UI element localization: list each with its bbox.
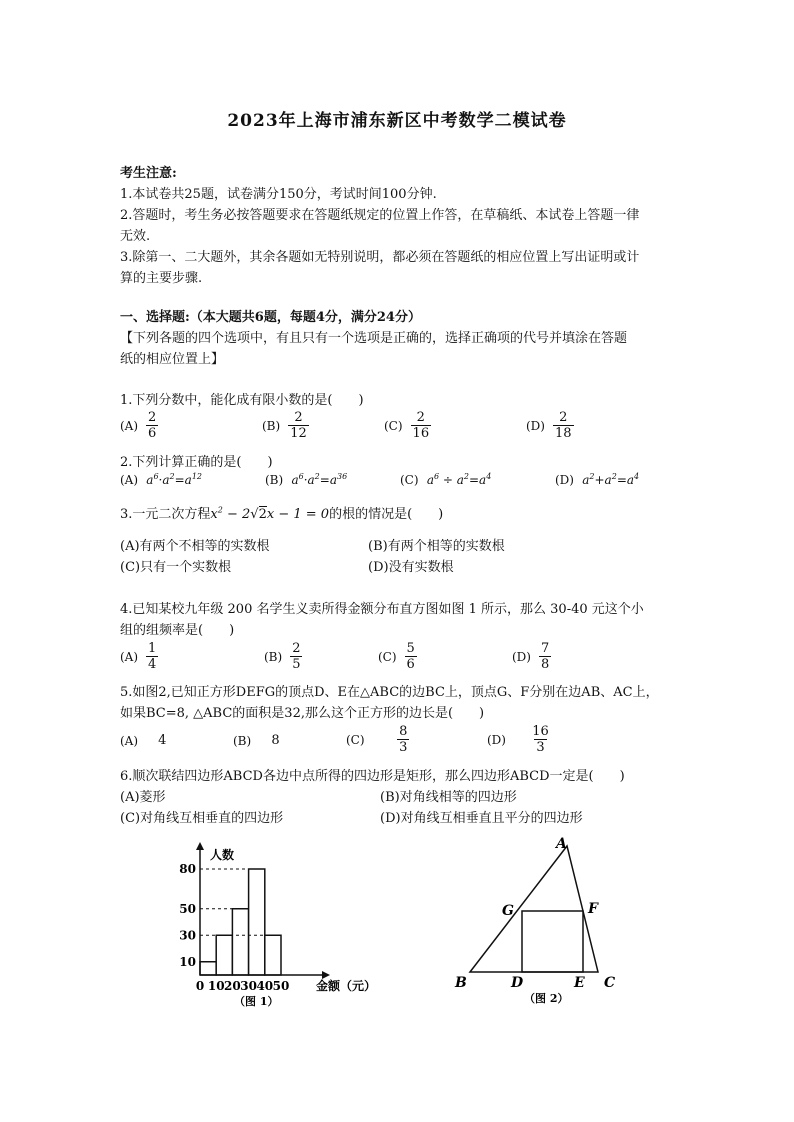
vertex-label-a: A: [556, 836, 567, 852]
q5-option-d: (D) $\frac{16}{3}$: [487, 724, 549, 755]
x-tick-label: 20: [224, 979, 241, 993]
q3-option-b: (B)有两个相等的实数根: [368, 539, 505, 554]
q5-option-c: (C) $\frac{8}{3}$: [346, 724, 408, 755]
histogram-bar: [249, 869, 265, 975]
notice-item: 2.答题时，考生务必按答题要求在答题纸规定的位置上作答，在草稿纸、本试卷上答题一律: [120, 208, 640, 223]
q5-stem: 如果BC=8, △ABC的面积是32,那么这个正方形的边长是( ): [120, 706, 485, 721]
histogram-bar: [216, 935, 232, 975]
q4-option-a: (A) $\frac{1}{4}$: [120, 641, 157, 672]
q5-option-b: (B) 8: [233, 733, 280, 748]
x-axis-label: 金额（元）: [316, 979, 377, 993]
vertex-label-d: D: [511, 975, 524, 991]
q3-option-d: (D)没有实数根: [368, 560, 454, 575]
y-tick-label: 10: [179, 954, 196, 969]
histogram-bar: [265, 935, 281, 975]
q6-option-c: (C)对角线互相垂直的四边形: [120, 811, 284, 826]
q6-option-a: (A)菱形: [120, 790, 166, 805]
figure-caption: （图 2）: [524, 992, 569, 1005]
vertex-label-e: E: [574, 975, 585, 991]
q4-option-d: (D) $\frac{7}{8}$: [512, 641, 550, 672]
y-tick-label: 30: [179, 928, 196, 943]
q5-stem: 5.如图2,已知正方形DEFG的顶点D、E在△ABC的边BC上，顶点G、F分别在边AB、AC上，: [120, 685, 659, 700]
q1-stem: 1.下列分数中，能化成有限小数的是( ): [120, 393, 364, 408]
notice-item: 3.除第一、二大题外，其余各题如无特别说明，都必须在答题纸的相应位置上写出证明或计: [120, 250, 640, 265]
section-instruction: 【下列各题的四个选项中，有且只有一个选项是正确的，选择正确项的代号并填涂在答题: [120, 331, 628, 346]
geometry-figure-2: [440, 832, 640, 1012]
figure-caption: （图 1）: [234, 995, 279, 1008]
q6-stem: 6.顺次联结四边形ABCD各边中点所得的四边形是矩形，那么四边形ABCD一定是( ): [120, 769, 625, 784]
q1-option-d: (D) $\frac{2}{18}$: [526, 410, 572, 441]
q4-option-b: (B) $\frac{2}{5}$: [264, 641, 301, 672]
q3-option-c: (C)只有一个实数根: [120, 560, 232, 575]
x-tick-label: 0: [195, 979, 205, 993]
q4-option-c: (C) $\frac{5}{6}$: [378, 641, 415, 672]
square-defg: [522, 911, 583, 972]
x-tick-label: 40: [256, 979, 274, 993]
q2-option-a: (A) $a^6\cdot a^2=a^{12}$: [120, 472, 203, 487]
q3-option-a: (A)有两个不相等的实数根: [120, 539, 270, 554]
page-title: 2023年上海市浦东新区中考数学二模试卷: [227, 111, 567, 131]
vertex-label-g: G: [502, 903, 514, 919]
q5-option-a: (A) 4: [120, 733, 167, 748]
q2-option-b: (B) $a^6\cdot a^2=a^{36}$: [265, 472, 348, 487]
x-tick-label: 10: [207, 979, 225, 993]
q1-option-c: (C) $\frac{2}{16}$: [384, 410, 430, 441]
y-axis-arrow: [196, 842, 204, 850]
q2-option-d: (D) $a^2+a^2=a^4$: [555, 472, 640, 487]
triangle-abc: [470, 846, 598, 972]
vertex-label-b: B: [455, 975, 467, 991]
notice-heading: 考生注意:: [120, 166, 177, 181]
q6-option-b: (B)对角线相等的四边形: [380, 790, 517, 805]
section-instruction: 纸的相应位置上】: [120, 352, 225, 367]
x-tick-label: 30: [240, 979, 257, 993]
notice-item: 1.本试卷共25题，试卷满分150分，考试时间100分钟.: [120, 187, 437, 202]
section-heading: 一、选择题:（本大题共6题，每题4分，满分24分）: [120, 310, 421, 325]
q2-option-c: (C) $a^6 \div a^2=a^4$: [400, 472, 492, 487]
y-tick-label: 50: [179, 901, 196, 916]
histogram-figure-1: [170, 838, 410, 1018]
y-axis-label: 人数: [210, 848, 235, 862]
q4-stem: 4.已知某校九年级 200 名学生义卖所得金额分布直方图如图 1 所示，那么 30-40 元这个小: [120, 602, 644, 617]
x-axis-arrow: [322, 971, 330, 979]
q4-stem: 组的组频率是( ): [120, 623, 235, 638]
q3-stem: 3.一元二次方程$x^2 - 2√2x - 1 = 0$的根的情况是( ): [120, 505, 444, 522]
vertex-label-c: C: [604, 975, 616, 991]
q1-option-b: (B) $\frac{2}{12}$: [262, 410, 307, 441]
q6-option-d: (D)对角线互相垂直且平分的四边形: [380, 811, 583, 826]
vertex-label-f: F: [588, 901, 598, 917]
y-tick-label: 80: [179, 862, 196, 876]
notice-item: 无效.: [120, 229, 151, 244]
x-tick-label: 50: [272, 979, 290, 993]
q1-option-a: (A) $\frac{2}{6}$: [120, 410, 157, 441]
histogram-bar: [200, 962, 216, 975]
notice-item: 算的主要步骤.: [120, 271, 203, 286]
histogram-bar: [232, 909, 248, 975]
q2-stem: 2.下列计算正确的是( ): [120, 455, 273, 470]
